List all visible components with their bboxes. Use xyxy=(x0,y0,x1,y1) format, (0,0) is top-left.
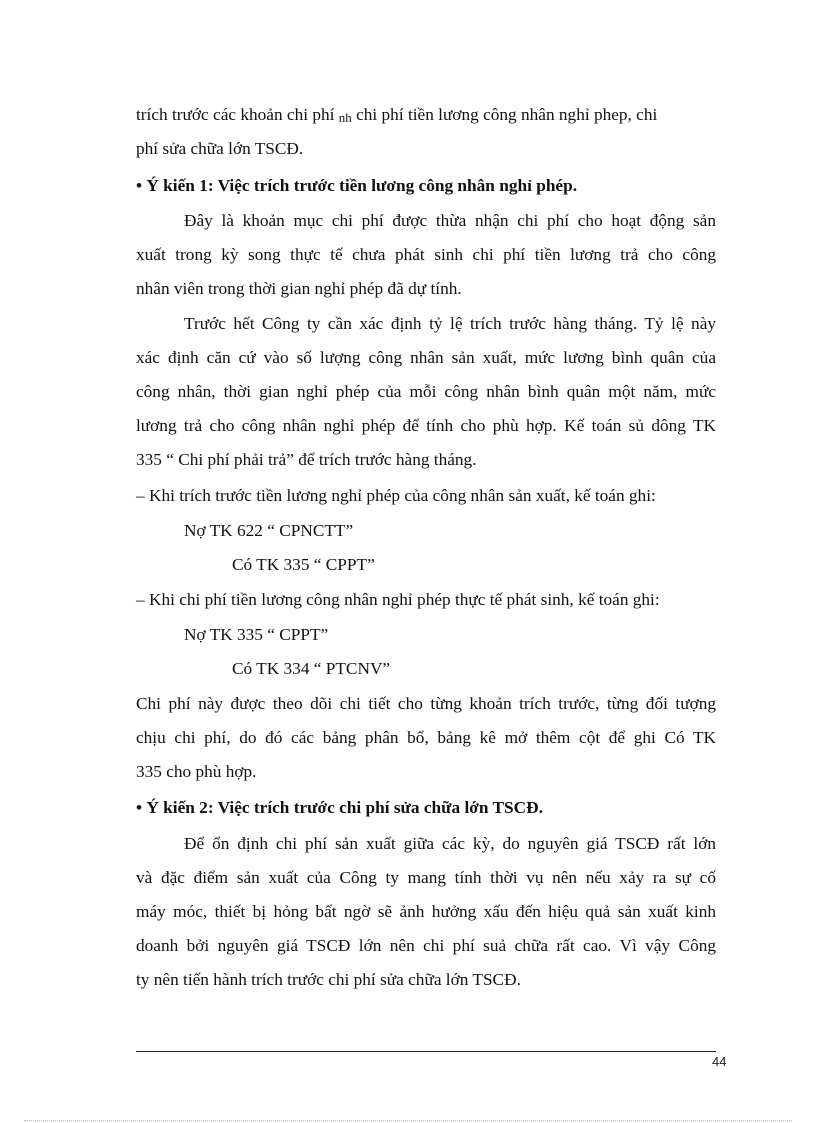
paragraph-line: ty nên tiến hành trích trước chi phí sửa chữa lớn TSCĐ. xyxy=(136,970,521,989)
text-fragment: chi phí tiền lương công nhân nghỉ phep, chi xyxy=(356,105,658,124)
paragraph-line: chịu chi phí, do đó các bảng phân bổ, bảng kê mở thêm cột để ghi Có TK xyxy=(136,728,716,747)
dash-item: – Khi trích trước tiền lương nghỉ phép của công nhân sản xuất, kế toán ghi: xyxy=(136,486,656,505)
paragraph-line: nhân viên trong thời gian nghỉ phép đã dự tính. xyxy=(136,279,462,298)
footer-divider xyxy=(136,1051,716,1052)
paragraph-line: 335 “ Chi phí phải trả” để trích trước hàng tháng. xyxy=(136,450,477,469)
paragraph-line: lương trả cho công nhân nghỉ phép để tính cho phù hợp. Kế toán sủ dông TK xyxy=(136,416,716,435)
paragraph-line: Để ổn định chi phí sản xuất giữa các kỳ, do nguyên giá TSCĐ rất lớn xyxy=(184,834,716,853)
journal-entry-credit: Có TK 334 “ PTCNV” xyxy=(232,659,391,678)
paragraph-line: máy móc, thiết bị hỏng bất ngờ sẽ ảnh hưởng xấu đến hiệu quả sản xuất kinh xyxy=(136,902,716,921)
paragraph-line: Chi phí này được theo dõi chi tiết cho từng khoản trích trước, từng đối tượng xyxy=(136,694,716,713)
page-number: 44 xyxy=(712,1054,727,1069)
text-fragment-subscript: nh xyxy=(338,110,352,125)
paragraph-line: 335 cho phù hợp. xyxy=(136,762,257,781)
journal-entry-debit: Nợ TK 622 “ CPNCTT” xyxy=(184,521,354,540)
paragraph-line: xuất trong kỳ song thực tế chưa phát sinh chi phí tiền lương trả cho công xyxy=(136,245,716,264)
text-fragment: trích trước các khoản chi phí xyxy=(136,105,335,124)
paragraph-line: doanh bởi nguyên giá TSCĐ lớn nên chi phí suả chữa rất cao. Vì vậy Công xyxy=(136,936,716,955)
section-heading-1: • Ý kiến 1: Việc trích trước tiền lương công nhân nghỉ phép. xyxy=(136,176,578,195)
journal-entry-debit: Nợ TK 335 “ CPPT” xyxy=(184,625,329,644)
journal-entry-credit: Có TK 335 “ CPPT” xyxy=(232,555,375,574)
page-bottom-border xyxy=(24,1120,792,1121)
paragraph-line: Trước hết Công ty cần xác định tỷ lệ trích trước hàng tháng. Tỷ lệ này xyxy=(184,314,716,333)
paragraph-line: và đặc điểm sản xuất của Công ty mang tính thời vụ nên nếu xảy ra sự cố xyxy=(136,868,716,887)
paragraph-line: Đây là khoản mục chi phí được thừa nhận chi phí cho hoạt động sản xyxy=(184,211,716,230)
paragraph-line: công nhân, thời gian nghỉ phép của mỗi công nhân bình quân một năm, mức xyxy=(136,382,716,401)
text-line xyxy=(136,98,716,135)
section-heading-2: • Ý kiến 2: Việc trích trước chi phí sửa chữa lớn TSCĐ. xyxy=(136,798,543,817)
text-line: phí sửa chữa lớn TSCĐ. xyxy=(136,139,304,158)
dash-item: – Khi chi phí tiền lương công nhân nghỉ phép thực tế phát sinh, kế toán ghi: xyxy=(136,590,660,609)
paragraph-line: xác định căn cứ vào số lượng công nhân sản xuất, mức lương bình quân của xyxy=(136,348,716,367)
